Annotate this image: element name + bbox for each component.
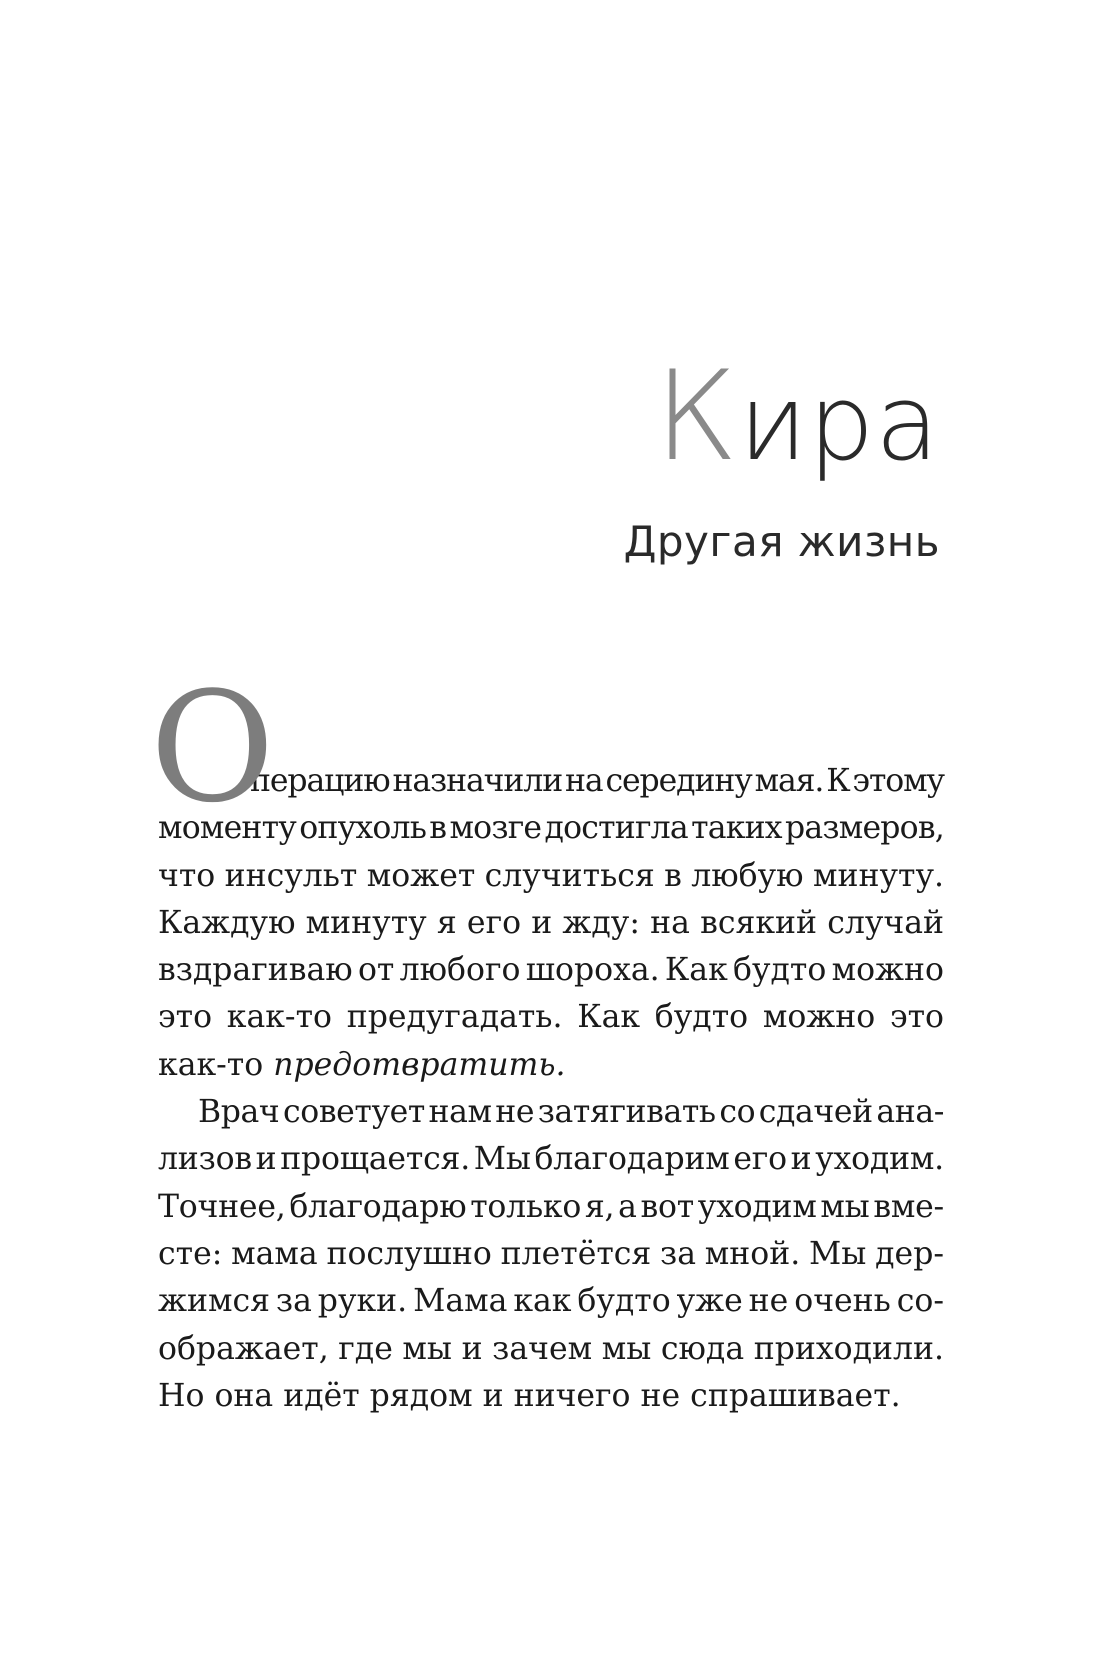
- paragraph-line: Врач советует нам не затягивать со сдачей ана-: [198, 1094, 944, 1131]
- paragraph-line: Точнее, благодарю только я, а вот уходим мы вме-: [158, 1188, 944, 1225]
- chapter-title-rest: ира: [738, 362, 940, 484]
- paragraph-line: это как-то предугадать. Как будто можно это: [158, 999, 944, 1036]
- chapter-title-initial: К: [654, 345, 739, 489]
- paragraph-line: Но она идёт рядом и ничего не спрашивает.: [158, 1377, 901, 1414]
- paragraph-line: жимся за руки. Мама как будто уже не очень со-: [158, 1283, 944, 1320]
- paragraph-line: Каждую минуту я его и жду: на всякий случай: [158, 904, 944, 941]
- paragraph-line: вздрагиваю от любого шороха. Как будто можно: [158, 952, 944, 989]
- paragraph-line: сте: мама послушно плетётся за мной. Мы дер-: [158, 1235, 944, 1272]
- paragraph-line: перацию назначили на середину мая. К этому: [250, 763, 944, 799]
- chapter-title: [560, 345, 940, 489]
- emphasized-word: предотвратить.: [273, 1046, 566, 1083]
- drop-cap: О: [150, 659, 275, 836]
- paragraph-line: моменту опухоль в мозге достигла таких размеров,: [158, 810, 944, 847]
- body-text: [150, 659, 944, 1420]
- paragraph-line: ображает, где мы и зачем мы сюда приходили.: [158, 1330, 944, 1367]
- paragraph-line-text: как-то: [158, 1046, 274, 1083]
- paragraph-line: лизов и прощается. Мы благодарим его и уходим.: [158, 1141, 944, 1178]
- paragraph-line: что инсульт может случиться в любую минуту.: [158, 857, 944, 894]
- paragraph-1: [158, 690, 944, 1089]
- chapter-subtitle: Другая жизнь: [623, 517, 940, 566]
- paragraph-line: [158, 1042, 944, 1089]
- paragraph-2: [158, 1089, 944, 1420]
